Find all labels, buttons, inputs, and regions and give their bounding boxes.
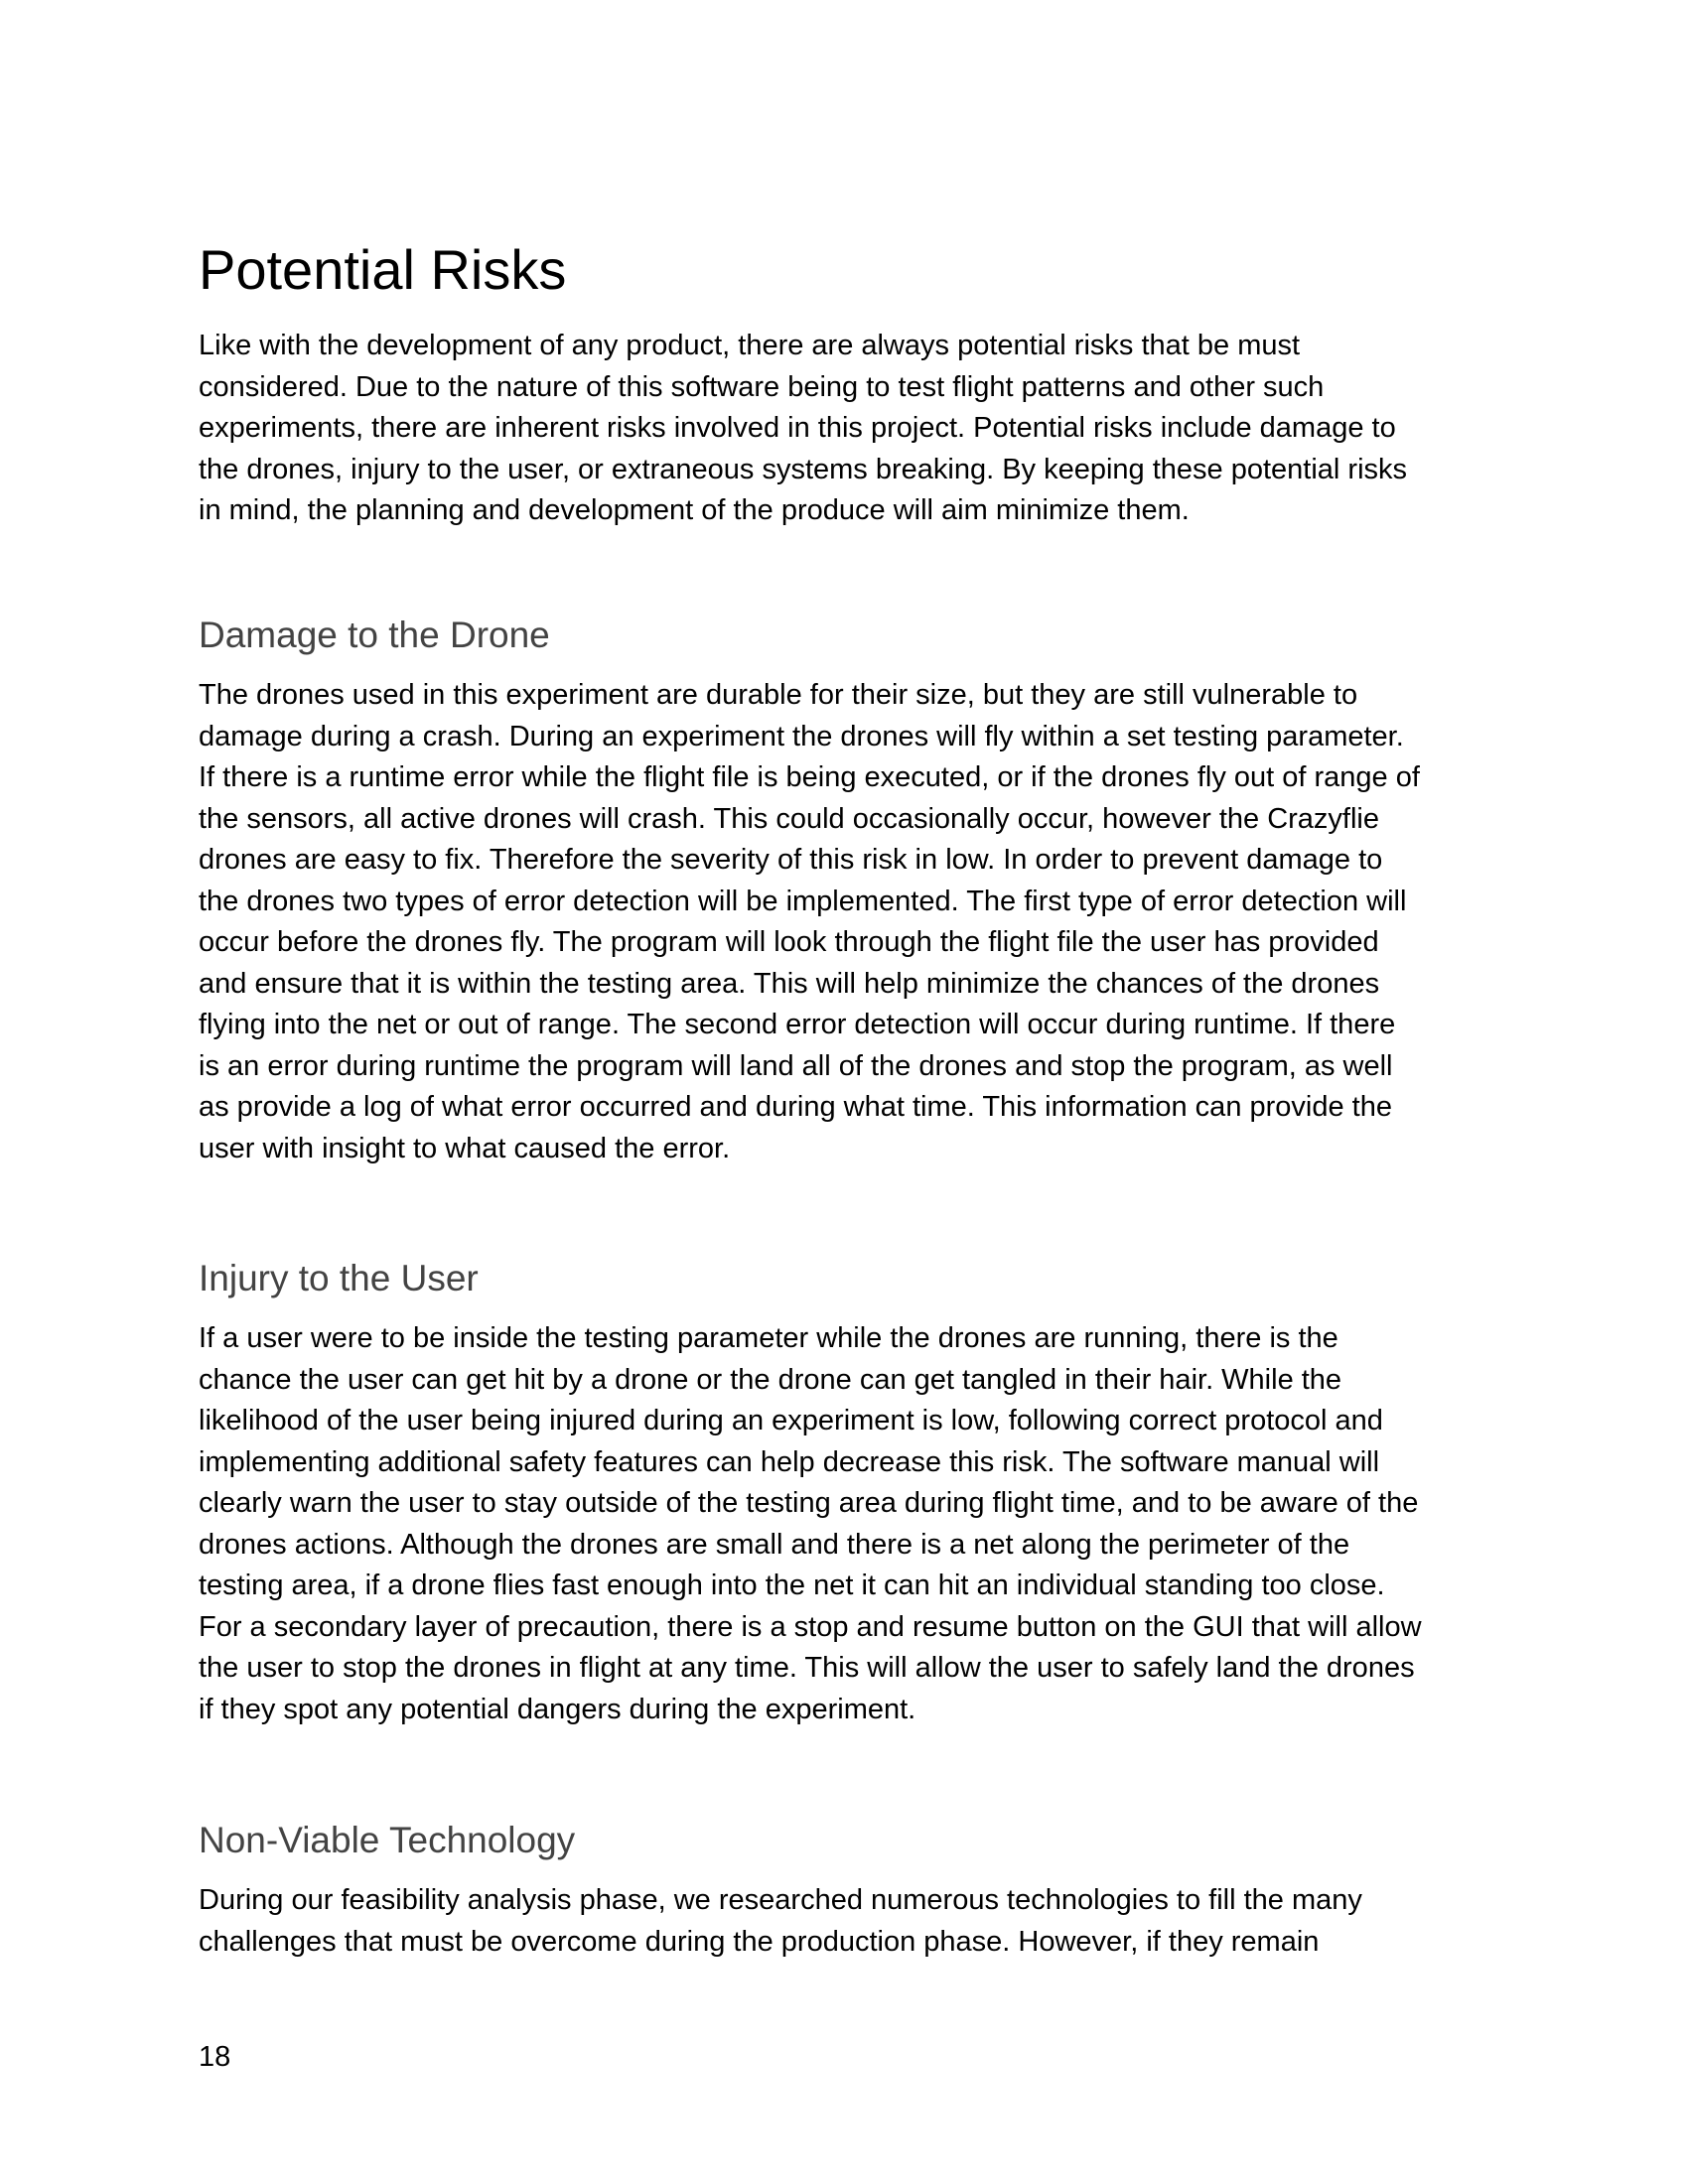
section-heading-non-viable-technology: Non-Viable Technology bbox=[199, 1820, 576, 1860]
non-viable-technology-paragraph bbox=[199, 1880, 1362, 1963]
paragraph-line: clearly warn the user to stay outside of the testing area during flight time, and to be aware of the bbox=[199, 1487, 1419, 1519]
paragraph-line: if they spot any potential dangers during the experiment. bbox=[199, 1693, 916, 1725]
paragraph-line: The drones used in this experiment are durable for their size, but they are still vulnerable to bbox=[199, 679, 1358, 711]
paragraph-line: occur before the drones fly. The program will look through the flight file the user has provided bbox=[199, 926, 1379, 958]
paragraph-line: likelihood of the user being injured during an experiment is low, following correct protocol and bbox=[199, 1405, 1383, 1436]
damage-to-drone-paragraph bbox=[199, 675, 1420, 1169]
intro-line: in mind, the planning and development of the produce will aim minimize them. bbox=[199, 494, 1190, 526]
paragraph-line: drones are easy to fix. Therefore the severity of this risk in low. In order to prevent damage to bbox=[199, 844, 1383, 876]
paragraph-line: and ensure that it is within the testing area. This will help minimize the chances of the drones bbox=[199, 967, 1380, 1000]
intro-line: Like with the development of any product, there are always potential risks that be must bbox=[199, 330, 1301, 361]
paragraph-line: drones actions. Although the drones are small and there is a net along the perimeter of the bbox=[199, 1528, 1350, 1561]
paragraph-line: the user to stop the drones in flight at any time. This will allow the user to safely land the drones bbox=[199, 1652, 1415, 1684]
intro-line: considered. Due to the nature of this software being to test flight patterns and other such bbox=[199, 370, 1325, 403]
intro-paragraph bbox=[199, 326, 1407, 532]
paragraph-line: challenges that must be overcome during the production phase. However, if they remain bbox=[199, 1925, 1320, 1958]
paragraph-line: damage during a crash. During an experiment the drones will fly within a set testing parameter. bbox=[199, 720, 1404, 752]
paragraph-line: is an error during runtime the program will land all of the drones and stop the program, as well bbox=[199, 1049, 1393, 1082]
paragraph-line: the sensors, all active drones will crash. This could occasionally occur, however the Crazyflie bbox=[199, 802, 1379, 835]
paragraph-line: user with insight to what caused the error. bbox=[199, 1132, 731, 1164]
paragraph-line: as provide a log of what error occurred and during what time. This information can provide the bbox=[199, 1091, 1392, 1123]
paragraph-line: If a user were to be inside the testing parameter while the drones are running, there is the bbox=[199, 1322, 1338, 1354]
paragraph-line: flying into the net or out of range. The second error detection will occur during runtime. If there bbox=[199, 1009, 1396, 1040]
page-number: 18 bbox=[199, 2041, 231, 2073]
intro-line: experiments, there are inherent risks involved in this project. Potential risks include damage to bbox=[199, 412, 1396, 444]
intro-line: the drones, injury to the user, or extraneous systems breaking. By keeping these potential risks bbox=[199, 453, 1408, 485]
section-heading-injury-to-user: Injury to the User bbox=[199, 1258, 479, 1298]
main-heading: Potential Risks bbox=[199, 238, 567, 301]
paragraph-line: During our feasibility analysis phase, we researched numerous technologies to fill the many bbox=[199, 1884, 1362, 1916]
paragraph-line: For a secondary layer of precaution, there is a stop and resume button on the GUI that will allow bbox=[199, 1610, 1422, 1643]
injury-to-user-paragraph bbox=[199, 1318, 1422, 1730]
section-heading-damage-to-drone: Damage to the Drone bbox=[199, 614, 550, 655]
paragraph-line: the drones two types of error detection will be implemented. The first type of error detection will bbox=[199, 885, 1407, 917]
paragraph-line: testing area, if a drone flies fast enough into the net it can hit an individual standing too close. bbox=[199, 1570, 1385, 1601]
paragraph-line: chance the user can get hit by a drone or the drone can get tangled in their hair. While the bbox=[199, 1363, 1342, 1396]
paragraph-line: If there is a runtime error while the flight file is being executed, or if the drones fly out of range of bbox=[199, 761, 1420, 793]
paragraph-line: implementing additional safety features can help decrease this risk. The software manual will bbox=[199, 1445, 1380, 1478]
